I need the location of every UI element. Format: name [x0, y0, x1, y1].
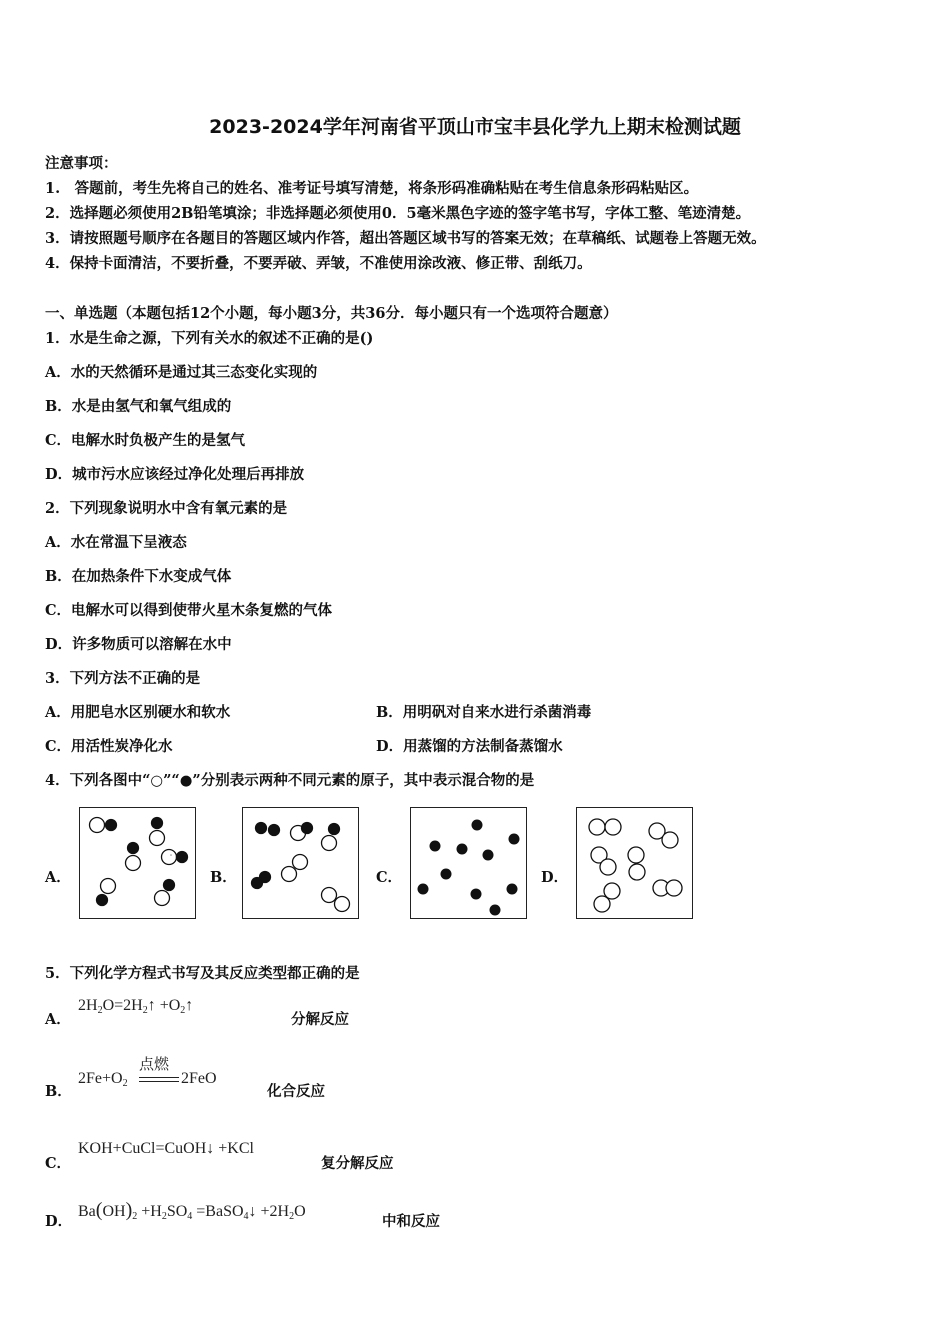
q5-equation-b: $2Fe+O_2$ — [78, 1070, 128, 1089]
q5-type-b: 化合反应 — [267, 1083, 325, 1100]
q4-diagram-d — [576, 807, 693, 919]
q5-label-a: A． — [45, 1011, 71, 1028]
q5-equals-line — [139, 1077, 179, 1078]
q4-diagram-c — [410, 807, 527, 919]
q5-equation-a: $2H_2O=2H_2↑$ $+O_2↑$ — [78, 997, 194, 1016]
q1-stem: 1．水是生命之源，下列有关水的叙述不正确的是() — [45, 330, 374, 347]
q1-option-b: B．水是由氢气和氧气组成的 — [45, 398, 232, 415]
q4-label-a: A． — [45, 869, 71, 886]
q4-stem: 4．下列各图中“○”“●”分别表示两种不同元素的原子，其中表示混合物的是 — [45, 772, 535, 789]
q2-option-a: A．水在常温下呈液态 — [45, 534, 187, 551]
q2-stem: 2．下列现象说明水中含有氧元素的是 — [45, 500, 288, 517]
q5-type-a: 分解反应 — [291, 1011, 349, 1028]
q4-diagram-b — [242, 807, 359, 919]
notice-item: 4．保持卡面清洁，不要折叠，不要弄破、弄皱，不准使用涂改液、修正带、刮纸刀。 — [45, 255, 592, 272]
q3-option-d: D．用蒸馏的方法制备蒸馏水 — [376, 738, 563, 755]
q4-diagram-a — [79, 807, 196, 919]
q5-type-d: 中和反应 — [382, 1213, 440, 1230]
q5-equation-b-product: 2FeO — [181, 1070, 217, 1087]
q5-type-c: 复分解反应 — [321, 1155, 394, 1172]
notice-item: 2．选择题必须使用2B铅笔填涂；非选择题必须使用0．5毫米黑色字迹的签字笔书写，字体工整、笔迹清楚。 — [45, 205, 751, 222]
q3-option-a: A．用肥皂水区别硬水和软水 — [45, 704, 231, 721]
q1-option-c: C．电解水时负极产生的是氢气 — [45, 432, 246, 449]
q3-option-c: C．用活性炭净化水 — [45, 738, 173, 755]
notice-item: 1. 答题前，考生先将自己的姓名、准考证号填写清楚，将条形码准确粘贴在考生信息条形码粘贴区。 — [45, 180, 699, 197]
q4-label-c: C． — [376, 869, 403, 886]
q5-label-d: D． — [45, 1213, 73, 1230]
q5-equals-line — [139, 1081, 179, 1082]
q2-option-d: D．许多物质可以溶解在水中 — [45, 636, 232, 653]
q2-option-b: B．在加热条件下水变成气体 — [45, 568, 232, 585]
q5-condition: 点燃 — [139, 1055, 170, 1073]
notice-item: 3．请按照题号顺序在各题目的答题区域内作答，超出答题区域书写的答案无效；在草稿纸、试题卷上答题无效。 — [45, 230, 766, 247]
page-title: 2023-2024学年河南省平顶山市宝丰县化学九上期末检测试题 — [209, 116, 741, 138]
q3-stem: 3．下列方法不正确的是 — [45, 670, 201, 687]
q5-label-b: B． — [45, 1083, 72, 1100]
section-heading: 一、单选题（本题包括12个小题，每小题3分，共36分．每小题只有一个选项符合题意） — [45, 305, 618, 322]
q2-option-c: C．电解水可以得到使带火星木条复燃的气体 — [45, 602, 333, 619]
q5-label-c: C． — [45, 1155, 72, 1172]
q5-equation-c: KOH+CuCl=CuOH↓ +KCl — [78, 1140, 254, 1157]
q1-option-a: A．水的天然循环是通过其三态变化实现的 — [45, 364, 318, 381]
q4-label-d: D． — [541, 869, 569, 886]
q1-option-d: D．城市污水应该经过净化处理后再排放 — [45, 466, 305, 483]
notice-heading: 注意事项： — [45, 155, 118, 172]
q3-option-b: B．用明矾对自来水进行杀菌消毒 — [376, 704, 592, 721]
q5-stem: 5．下列化学方程式书写及其反应类型都正确的是 — [45, 965, 360, 982]
q4-label-b: B． — [210, 869, 237, 886]
q5-equation-d: $Ba(OH)_2 +H_2SO_4$ =BaSO$_4$↓ $+2H_2O$ — [78, 1199, 306, 1222]
